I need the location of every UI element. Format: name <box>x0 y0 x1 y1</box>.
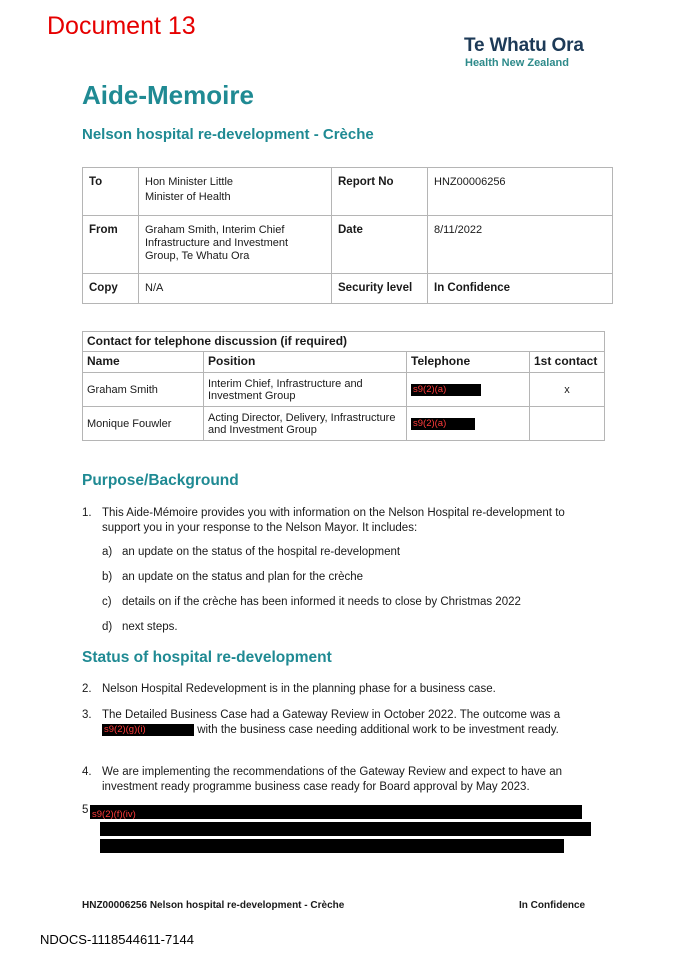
security-label: Security level <box>332 274 428 304</box>
contact-first <box>530 407 605 441</box>
contact-table <box>82 331 605 441</box>
col-header-telephone: Telephone <box>407 352 530 373</box>
from-value: Graham Smith, Interim Chief Infrastructure and Investment Group, Te Whatu Ora <box>139 216 332 274</box>
paragraph-text: We are implementing the recommendations of the Gateway Review and expect to have an investment ready programme business case ready for Board approval by May 2023. <box>102 766 563 793</box>
section-heading-status: Status of hospital re-development <box>82 649 332 666</box>
list-letter: a) <box>102 546 113 558</box>
paragraph-number: 1. <box>82 507 92 519</box>
list-text: next steps. <box>122 621 178 633</box>
redaction-bar <box>100 822 591 836</box>
list-letter: d) <box>102 621 113 633</box>
paragraph-number: 3. <box>82 709 92 721</box>
paragraph-text: Nelson Hospital Redevelopment is in the planning phase for a business case. <box>102 683 496 695</box>
paragraph-number: 2. <box>82 683 92 695</box>
paragraph-text: This Aide-Mémoire provides you with information on the Nelson Hospital re-development to support you in your response to the Nelson Mayor. It includes: <box>102 507 565 534</box>
contact-name: Graham Smith <box>83 373 204 407</box>
copy-value: N/A <box>139 274 332 304</box>
list-item <box>102 596 521 608</box>
paragraph-2 <box>82 682 602 697</box>
list-item <box>102 621 178 633</box>
contact-caption: Contact for telephone discussion (if required) <box>83 332 605 352</box>
list-letter: b) <box>102 571 113 583</box>
contact-first: x <box>530 373 605 407</box>
logo-subtitle: Health New Zealand <box>465 57 569 69</box>
report-label: Report No <box>332 168 428 216</box>
paragraph-text-continued: with the business case needing additional work to be investment ready. <box>194 724 559 736</box>
table-row <box>83 373 605 407</box>
security-value: In Confidence <box>428 274 613 304</box>
from-label: From <box>83 216 139 274</box>
contact-position: Acting Director, Delivery, Infrastructure and Investment Group <box>204 407 407 441</box>
date-value: 8/11/2022 <box>428 216 613 274</box>
to-line1: Hon Minister Little <box>145 176 234 188</box>
paragraph-1 <box>82 506 602 536</box>
list-item <box>102 571 363 583</box>
list-letter: c) <box>102 596 112 608</box>
list-text: details on if the crèche has been informed it needs to close by Christmas 2022 <box>122 596 521 608</box>
contact-name: Monique Fouwler <box>83 407 204 441</box>
footer-classification: In Confidence <box>519 900 586 911</box>
paragraph-5-number: 5 <box>82 804 89 816</box>
to-line2: Minister of Health <box>145 191 231 203</box>
section-heading-purpose: Purpose/Background <box>82 472 239 489</box>
footer-report: HNZ00006256 Nelson hospital re-development - Crèche <box>82 900 345 911</box>
table-row <box>83 407 605 441</box>
copy-label: Copy <box>83 274 139 304</box>
redaction-code: s9(2)(f)(iv) <box>92 809 136 820</box>
paragraph-4 <box>82 765 602 795</box>
paragraph-text: The Detailed Business Case had a Gateway Review in October 2022. The outcome was a <box>102 709 561 721</box>
list-item <box>102 546 400 558</box>
logo-title: Te Whatu Ora <box>464 35 584 56</box>
date-label: Date <box>332 216 428 274</box>
redaction-block: s9(2)(a) <box>411 384 481 396</box>
to-value <box>139 168 332 216</box>
list-text: an update on the status of the hospital re-development <box>122 546 401 558</box>
col-header-first-contact: 1st contact <box>530 352 605 373</box>
redaction-bar <box>90 805 582 819</box>
list-text: an update on the status and plan for the crèche <box>122 571 364 583</box>
contact-position: Interim Chief, Infrastructure and Investment Group <box>204 373 407 407</box>
redaction-bar <box>100 839 564 853</box>
page-subtitle: Nelson hospital re-development - Crèche <box>82 126 374 143</box>
contact-telephone <box>407 373 530 407</box>
document-label: Document 13 <box>47 12 196 40</box>
redaction-block: s9(2)(a) <box>411 418 475 430</box>
redaction-block: s9(2)(g)(i) <box>102 724 194 736</box>
paragraph-3 <box>82 708 602 738</box>
report-value: HNZ00006256 <box>428 168 613 216</box>
col-header-position: Position <box>204 352 407 373</box>
to-label: To <box>83 168 139 216</box>
col-header-name: Name <box>83 352 204 373</box>
details-table <box>82 167 613 304</box>
contact-telephone <box>407 407 530 441</box>
page-title: Aide-Memoire <box>82 80 254 110</box>
paragraph-number: 4. <box>82 766 92 778</box>
document-id: NDOCS-1118544611-7144 <box>40 932 194 947</box>
